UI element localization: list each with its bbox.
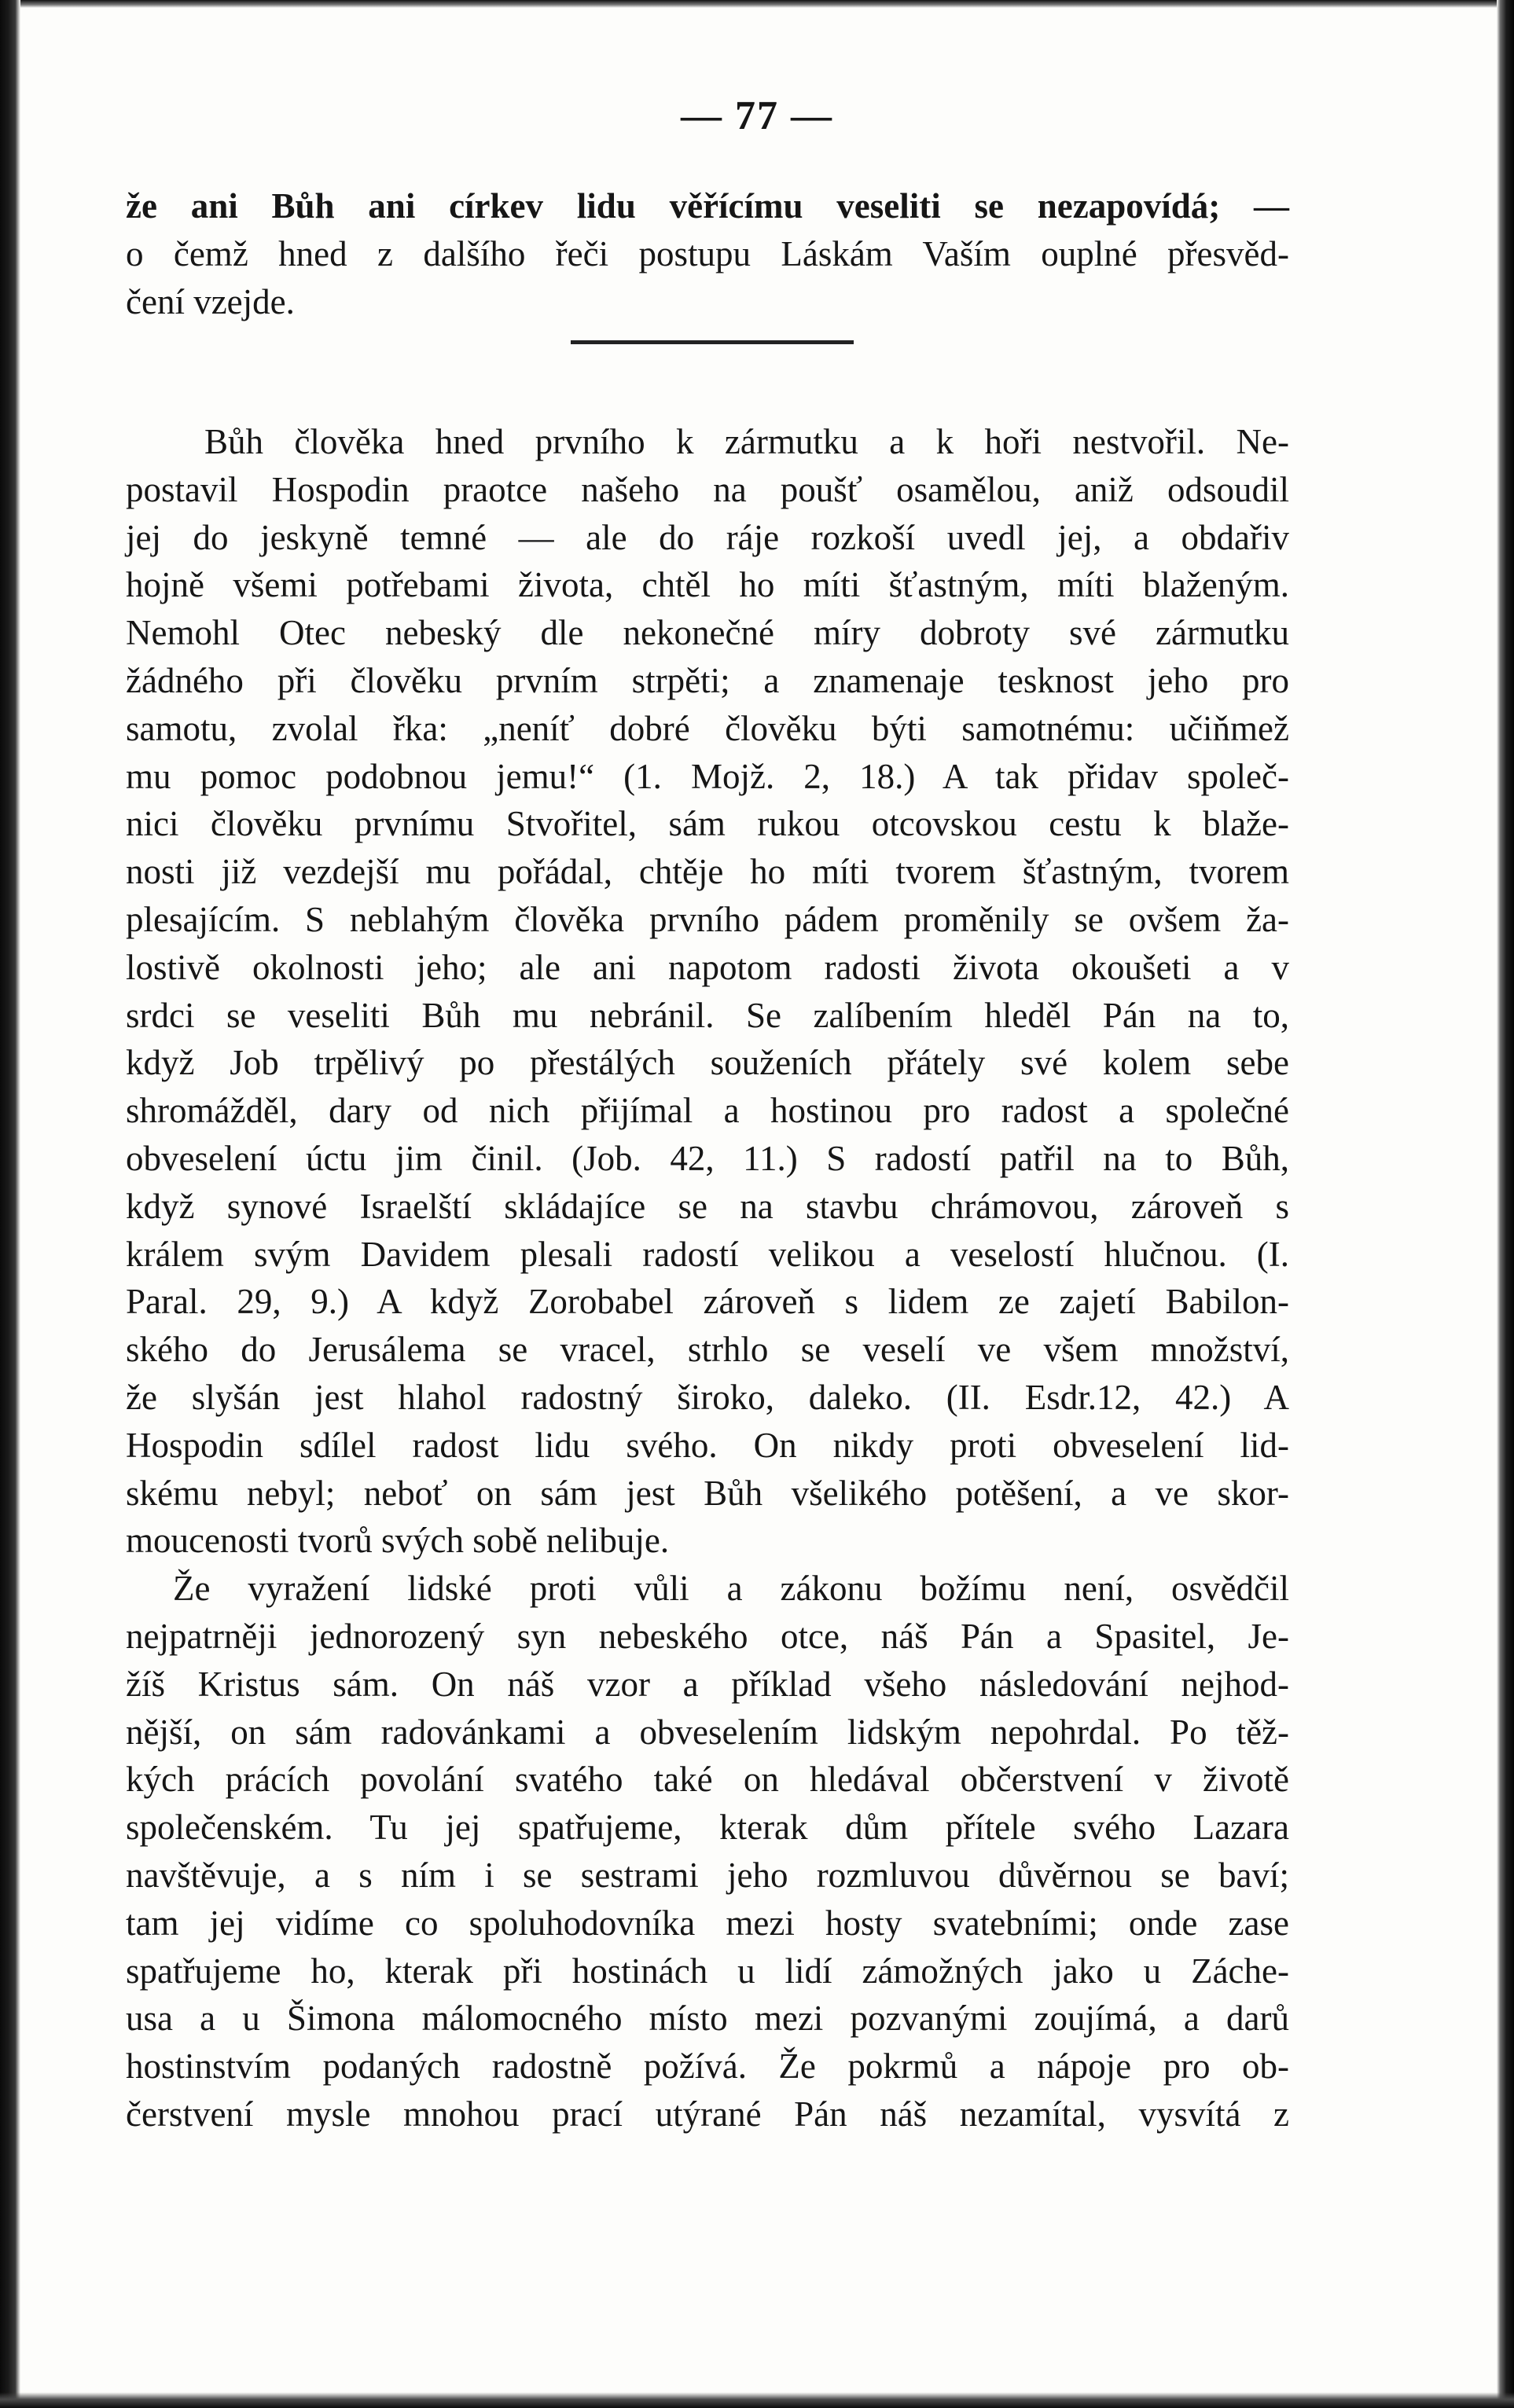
- body-line: obveselení úctu jim činil. (Job. 42, 11.) S radostí patřil na to Bůh,: [126, 1138, 1289, 1178]
- body-line: nici člověku prvnímu Stvořitel, sám rukou otcovskou cestu k blaže-: [126, 804, 1289, 844]
- body-line: samotu, zvolal řka: „neníť dobré člověku býti samotnému: učiňmež: [126, 708, 1289, 748]
- body-line: Bůh člověka hned prvního k zármutku a k hoři nestvořil. Ne-: [204, 422, 1289, 461]
- body-line: navštěvuje, a s ním i se sestrami jeho rozmluvou důvěrnou se baví;: [126, 1855, 1289, 1895]
- intro-line: že ani Bůh ani církev lidu věřícímu veseliti se nezapovídá; —: [126, 186, 1289, 226]
- body-line: žádného při člověku prvním strpěti; a znamenaje tesknost jeho pro: [126, 660, 1289, 700]
- intro-paragraph: [126, 182, 1289, 325]
- page-top-edge: [0, 0, 1514, 8]
- intro-line: čení vzejde.: [126, 281, 295, 321]
- body-line: srdci se veseliti Bůh mu nebránil. Se zalíbením hleděl Pán na to,: [126, 995, 1289, 1035]
- body-line: Hospodin sdílel radost lidu svého. On nikdy proti obveselení lid-: [126, 1425, 1289, 1465]
- body-line: tam jej vidíme co spoluhodovníka mezi hosty svatebními; onde zase: [126, 1903, 1289, 1943]
- page-bottom-edge: [0, 2392, 1514, 2408]
- body-line: když synové Israelští skládajíce se na stavbu chrámovou, zároveň s: [126, 1186, 1289, 1226]
- body-line: hostinstvím podaných radostně požívá. Že pokrmů a nápoje pro ob-: [126, 2046, 1289, 2087]
- body-line: spatřujeme ho, kterak při hostinách u lidí zámožných jako u Záche-: [126, 1951, 1289, 1991]
- intro-line: o čemž hned z dalšího řeči postupu Láskám Vaším ouplné přesvěd-: [126, 233, 1289, 273]
- body-line: Že vyražení lidské proti vůli a zákonu božímu není, osvědčil: [173, 1569, 1289, 1609]
- page-number: — 77 —: [681, 94, 833, 138]
- body-line: postavil Hospodin praotce našeho na poušť osamělou, aniž odsoudil: [126, 469, 1289, 509]
- body-line: nosti již vezdejší mu pořádal, chtěje ho míti tvorem šťastným, tvorem: [126, 852, 1289, 892]
- body-line: žíš Kristus sám. On náš vzor a příklad všeho následování nejhod-: [126, 1664, 1289, 1704]
- body-line: když Job trpělivý po přestálých souženích přátely své kolem sebe: [126, 1043, 1289, 1083]
- body-line: shromážděl, dary od nich přijímal a hostinou pro radost a společné: [126, 1091, 1289, 1131]
- body-line: usa a u Šimona málomocného místo mezi pozvanými zoujímá, a darů: [126, 1999, 1289, 2039]
- page-right-edge: [1497, 0, 1514, 2408]
- body-line: moucenosti tvorů svých sobě nelibuje.: [126, 1521, 670, 1561]
- body-line: lostivě okolnosti jeho; ale ani napotom radosti života okoušeti a v: [126, 947, 1289, 987]
- body-line: skému nebyl; neboť on sám jest Bůh všelikého potěšení, a ve skor-: [126, 1473, 1289, 1513]
- body-line: Nemohl Otec nebeský dle nekonečné míry dobroty své zármutku: [126, 613, 1289, 653]
- page-left-edge: [0, 0, 20, 2408]
- body-line: nější, on sám radovánkami a obveselením lidským nepohrdal. Po těž-: [126, 1712, 1289, 1752]
- section-divider: [571, 340, 854, 344]
- body-line: králem svým Davidem plesali radostí velikou a veselostí hlučnou. (I.: [126, 1234, 1289, 1274]
- body-line: ského do Jerusálema se vracel, strhlo se veselí ve všem množství,: [126, 1330, 1289, 1370]
- body-line: jej do jeskyně temné — ale do ráje rozkoší uvedl jej, a obdařiv: [126, 517, 1289, 557]
- body-text: [126, 418, 1289, 2138]
- body-line: společenském. Tu jej spatřujeme, kterak dům přítele svého Lazara: [126, 1808, 1289, 1848]
- body-line: Paral. 29, 9.) A když Zorobabel zároveň s lidem ze zajetí Babilon-: [126, 1282, 1289, 1322]
- body-line: čerstvení mysle mnohou prací utýrané Pán náš nezamítal, vysvítá z: [126, 2094, 1289, 2134]
- body-line: že slyšán jest hlahol radostný široko, daleko. (II. Esdr.12, 42.) A: [126, 1377, 1289, 1417]
- body-line: hojně všemi potřebami života, chtěl ho míti šťastným, míti blaženým.: [126, 565, 1289, 605]
- body-line: plesajícím. S neblahým člověka prvního pádem proměnily se ovšem ža-: [126, 899, 1289, 939]
- body-line: kých prácích povolání svatého také on hledával občerstvení v životě: [126, 1760, 1289, 1800]
- body-line: nejpatrněji jednorozený syn nebeského otce, náš Pán a Spasitel, Je-: [126, 1616, 1289, 1656]
- body-line: mu pomoc podobnou jemu!“ (1. Mojž. 2, 18.) A tak přidav společ-: [126, 756, 1289, 796]
